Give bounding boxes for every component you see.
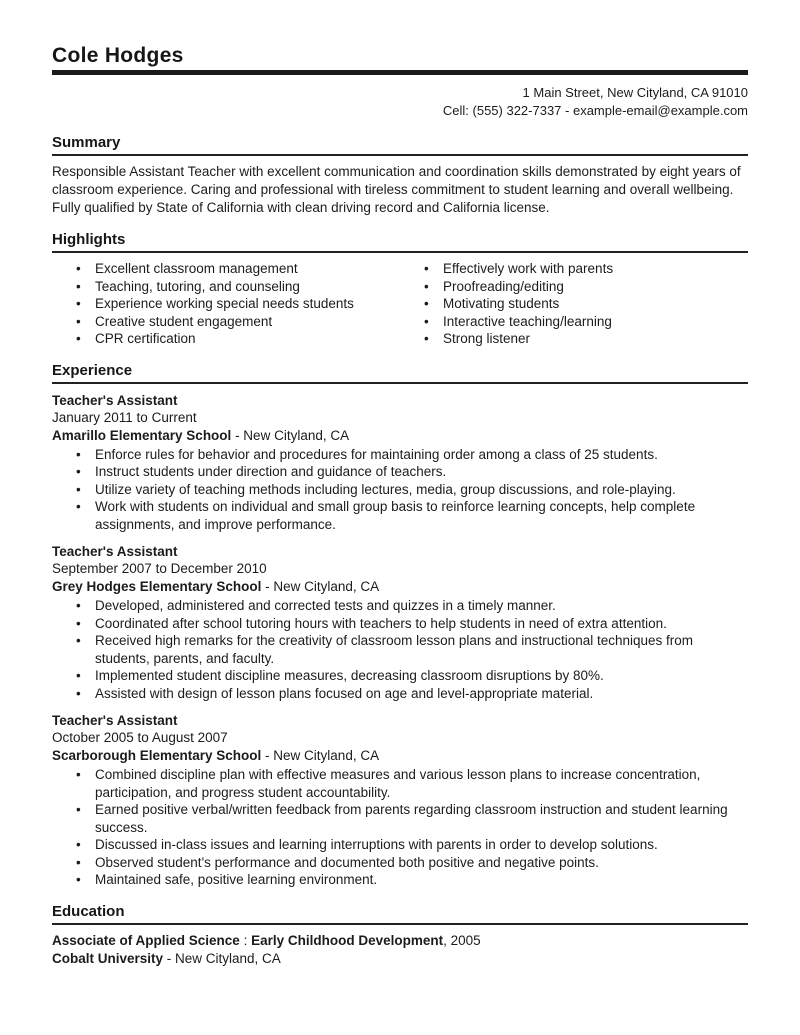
job-title: Teacher's Assistant bbox=[52, 713, 178, 728]
job-bullet: • Work with students on individual and small group basis to reinforce learning concepts, help complete assignments, and improve performance. bbox=[52, 498, 748, 533]
highlights-list-right bbox=[400, 260, 748, 348]
job-bullet: • Enforce rules for behavior and procedures for maintaining order among a class of 25 students. bbox=[52, 446, 748, 464]
education-school-line bbox=[52, 950, 748, 968]
education-degree-line bbox=[52, 932, 748, 950]
resume-name: Cole Hodges bbox=[52, 44, 184, 67]
job-bullet: • Instruct students under direction and guidance of teachers. bbox=[52, 463, 748, 481]
job-bullet: • Assisted with design of lesson plans focused on age and level-appropriate material. bbox=[52, 685, 748, 703]
highlights-columns bbox=[52, 260, 748, 348]
highlight-item: • Experience working special needs students bbox=[52, 295, 400, 313]
highlights-list-left bbox=[52, 260, 400, 348]
job-bullet-list bbox=[52, 597, 748, 702]
job-title: Teacher's Assistant bbox=[52, 544, 178, 559]
contact-address: 1 Main Street, New Cityland, CA 91010 bbox=[522, 85, 748, 100]
education-separator: : bbox=[239, 932, 252, 948]
highlight-item: • Proofreading/editing bbox=[400, 278, 748, 296]
section-experience bbox=[52, 362, 748, 889]
highlight-item: • Teaching, tutoring, and counseling bbox=[52, 278, 400, 296]
job-location: - New Cityland, CA bbox=[261, 579, 380, 594]
job-bullet: • Received high remarks for the creativity of classroom lesson plans and instructional techniques from students, parents, and faculty. bbox=[52, 632, 748, 667]
job-bullet: • Developed, administered and corrected tests and quizzes in a timely manner. bbox=[52, 597, 748, 615]
job-location: - New Cityland, CA bbox=[261, 748, 380, 763]
job-dates: September 2007 to December 2010 bbox=[52, 561, 267, 576]
job-company-line bbox=[52, 427, 748, 445]
education-heading: Education bbox=[52, 903, 748, 925]
job-bullet: • Observed student's performance and documented both positive and negative points. bbox=[52, 854, 748, 872]
highlight-item: • Motivating students bbox=[400, 295, 748, 313]
job-entry bbox=[52, 392, 748, 534]
job-bullet: • Discussed in-class issues and learning interruptions with parents in order to develop solutions. bbox=[52, 836, 748, 854]
education-school-location: - New Cityland, CA bbox=[163, 950, 281, 966]
job-company: Amarillo Elementary School bbox=[52, 427, 232, 443]
job-company-line bbox=[52, 747, 748, 765]
highlight-item: • Interactive teaching/learning bbox=[400, 313, 748, 331]
job-company: Grey Hodges Elementary School bbox=[52, 579, 262, 594]
job-entry bbox=[52, 712, 748, 889]
education-year: , 2005 bbox=[443, 932, 481, 948]
highlights-heading: Highlights bbox=[52, 231, 748, 253]
education-school: Cobalt University bbox=[52, 950, 164, 966]
job-entry bbox=[52, 543, 748, 702]
job-company: Scarborough Elementary School bbox=[52, 748, 262, 763]
highlight-item: • Effectively work with parents bbox=[400, 260, 748, 278]
job-bullet: • Earned positive verbal/written feedback from parents regarding classroom instruction and student learning success. bbox=[52, 801, 748, 836]
job-title: Teacher's Assistant bbox=[52, 392, 178, 408]
job-bullet: • Combined discipline plan with effective measures and various lesson plans to increase concentration, participation, and progress student accountability. bbox=[52, 766, 748, 801]
summary-heading: Summary bbox=[52, 134, 748, 156]
section-education bbox=[52, 903, 748, 968]
job-bullet: • Implemented student discipline measures, decreasing classroom disruptions by 80%. bbox=[52, 667, 748, 685]
education-degree: Associate of Applied Science bbox=[52, 932, 240, 948]
education-field: Early Childhood Development bbox=[251, 932, 444, 948]
job-bullet: • Utilize variety of teaching methods including lectures, media, group discussions, and role-playing. bbox=[52, 481, 748, 499]
highlight-item: • Excellent classroom management bbox=[52, 260, 400, 278]
contact-block bbox=[52, 84, 748, 120]
summary-text: Responsible Assistant Teacher with excellent communication and coordination skills demonstrated by eight years of classroom experience. Caring and professional with tireless commitment to student learning and overall wellbeing. Fully qualified by State of California with clean driving record and California license. bbox=[52, 164, 741, 215]
section-highlights bbox=[52, 231, 748, 348]
education-block bbox=[52, 932, 748, 968]
highlight-item: • Strong listener bbox=[400, 330, 748, 348]
highlight-item: • Creative student engagement bbox=[52, 313, 400, 331]
section-summary bbox=[52, 134, 748, 217]
job-bullet-list bbox=[52, 766, 748, 889]
job-location: - New Cityland, CA bbox=[231, 427, 350, 443]
resume-header bbox=[52, 44, 748, 120]
job-dates: October 2005 to August 2007 bbox=[52, 730, 228, 745]
job-bullet-list bbox=[52, 446, 748, 534]
job-company-line bbox=[52, 578, 748, 596]
experience-heading: Experience bbox=[52, 362, 748, 384]
job-dates: January 2011 to Current bbox=[52, 409, 197, 425]
contact-phone-email: Cell: (555) 322-7337 - example-email@example.com bbox=[442, 103, 748, 118]
highlight-item: • CPR certification bbox=[52, 330, 400, 348]
job-bullet: • Maintained safe, positive learning environment. bbox=[52, 871, 748, 889]
job-bullet: • Coordinated after school tutoring hours with teachers to help students in need of extra attention. bbox=[52, 615, 748, 633]
header-double-rule bbox=[52, 70, 748, 75]
